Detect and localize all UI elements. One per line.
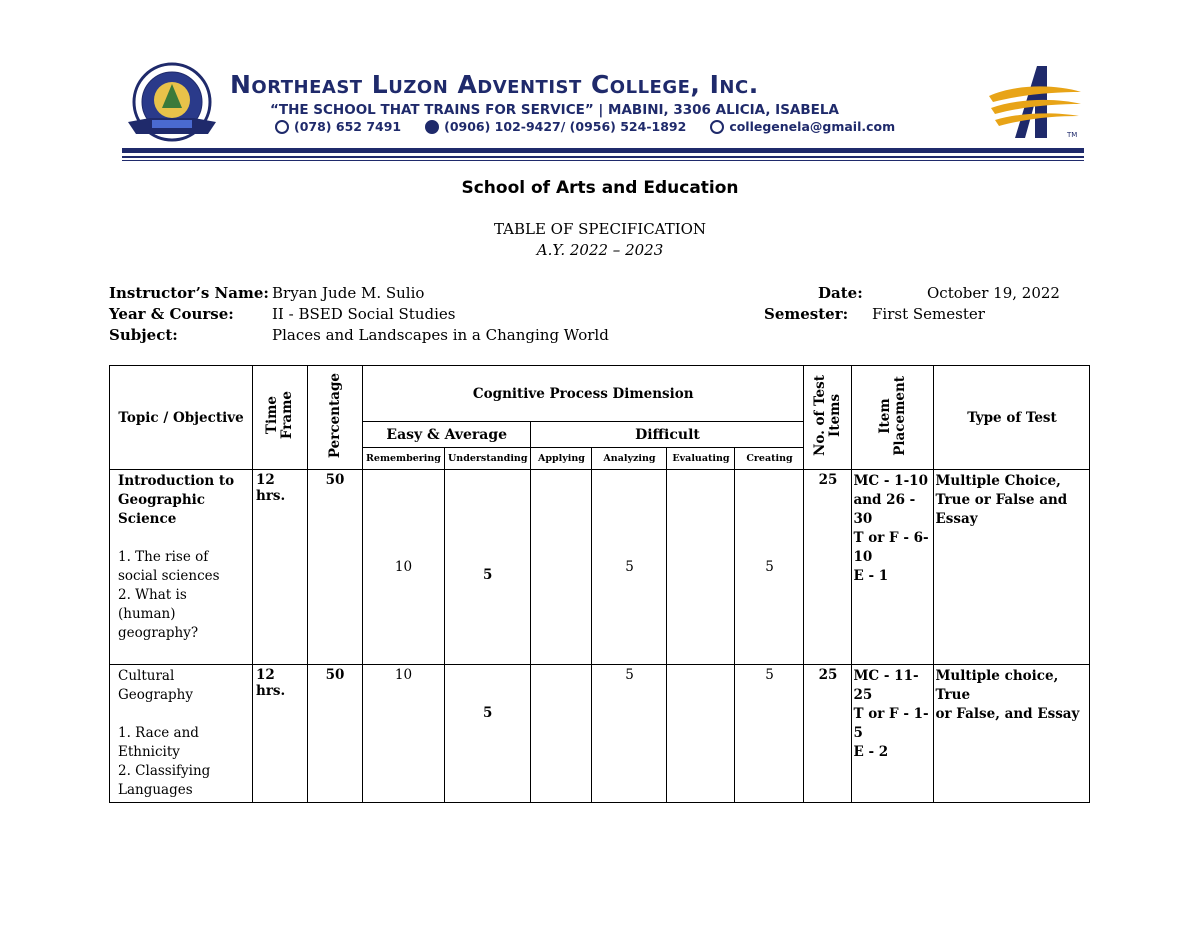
time-frame-cell: 12 hrs. [253,470,308,665]
evaluating-cell [667,665,735,803]
item-placement-cell: MC - 11- 25 T or F - 1- 5 E - 2 [852,665,934,803]
percentage-cell: 50 [308,665,363,803]
applying-cell [531,470,592,665]
topic-header: Topic / Objective [110,366,253,470]
school-name: School of Arts and Education [461,178,739,198]
topic-cell: Introduction to Geographic Science 1. The rise of social sciences 2. What is (human) geography? [110,470,253,665]
date-value: October 19, 2022 [927,284,1060,302]
college-seal-icon [124,62,220,148]
table-row [110,665,1090,803]
year-course-label: Year & Course: [109,305,234,323]
subject-label: Subject: [109,326,178,344]
understanding-cell: 5 [445,470,531,665]
semester-value: First Semester [872,305,985,323]
email-address: collegenela@gmail.com [729,119,896,134]
college-motto: “THE SCHOOL THAT TRAINS FOR SERVICE” | MABINI, 3306 ALICIA, ISABELA [270,102,839,118]
academic-year: A.Y. 2022 – 2023 [536,241,664,259]
item-placement-cell: MC - 1-10 and 26 - 30 T or F - 6- 10 E - 1 [852,470,934,665]
semester-label: Semester: [764,305,849,323]
adventist-flame-logo-icon [985,62,1085,142]
instructor-label: Instructor’s Name: [109,284,269,302]
date-label: Date: [818,284,863,302]
specification-table [109,365,1090,803]
no-of-items-cell: 25 [804,470,852,665]
percentage-cell: 50 [308,470,363,665]
mobile-number: (0906) 102-9427/ (0956) 524-1892 [444,119,687,134]
evaluating-header: Evaluating [667,448,735,470]
analyzing-cell: 5 [592,665,667,803]
email-icon [710,120,724,134]
trademark-mark: TM [1067,131,1078,139]
time-frame-cell: 12 hrs. [253,665,308,803]
item-placement-header: Item Placement [852,366,934,470]
header-rule-thin [122,156,1084,158]
creating-cell: 5 [735,470,804,665]
cognitive-process-header: Cognitive Process Dimension [363,366,804,422]
easy-average-header: Easy & Average [363,422,531,448]
applying-header: Applying [531,448,592,470]
evaluating-cell [667,470,735,665]
mobile-phone-icon [425,120,439,134]
college-name: Northeast Luzon Adventist College, Inc. [230,70,759,99]
percentage-header: Percentage [308,366,363,470]
applying-cell [531,665,592,803]
creating-cell: 5 [735,665,804,803]
creating-header: Creating [735,448,804,470]
remembering-header: Remembering [363,448,445,470]
remembering-cell: 10 [363,470,445,665]
subject-value: Places and Landscapes in a Changing World [272,326,609,344]
time-frame-header: Time Frame [253,366,308,470]
instructor-value: Bryan Jude M. Sulio [272,284,425,302]
analyzing-cell: 5 [592,470,667,665]
document-title: TABLE OF SPECIFICATION [493,220,707,238]
topic-cell: Cultural Geography 1. Race and Ethnicity 2. Classifying Languages [110,665,253,803]
phone-icon [275,120,289,134]
phone-number: (078) 652 7491 [294,119,402,134]
year-course-value: II - BSED Social Studies [272,305,456,323]
no-of-items-header: No. of Test Items [804,366,852,470]
type-of-test-header: Type of Test [934,366,1090,470]
header-rule [122,148,1084,153]
type-of-test-cell: Multiple choice, True or False, and Essay [934,665,1090,803]
analyzing-header: Analyzing [592,448,667,470]
type-of-test-cell: Multiple Choice, True or False and Essay [934,470,1090,665]
no-of-items-cell: 25 [804,665,852,803]
contact-line [275,119,919,134]
difficult-header: Difficult [531,422,804,448]
understanding-cell: 5 [445,665,531,803]
header-rule-hairline [122,160,1084,161]
table-row [110,470,1090,665]
understanding-header: Understanding [445,448,531,470]
remembering-cell: 10 [363,665,445,803]
